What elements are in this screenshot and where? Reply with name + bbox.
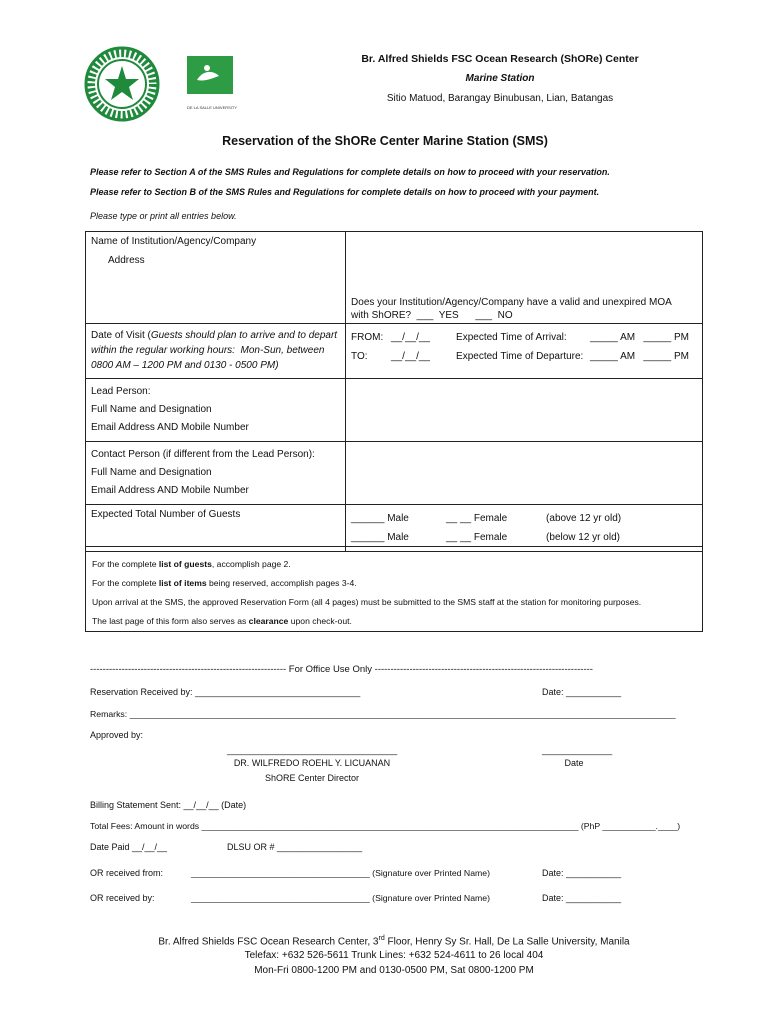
address-label: Address: [108, 255, 145, 266]
departure-time-field[interactable]: _____ AM _____ PM: [590, 351, 690, 362]
contact-person-name-label: Full Name and Designation: [91, 467, 212, 478]
reservation-form-table: [85, 231, 703, 552]
institution-input[interactable]: [346, 232, 703, 324]
footer-phone: Telefax: +632 526-5611 Trunk Lines: +632 524-4611 to 26 local 404: [244, 950, 544, 961]
guests-cell: [86, 505, 346, 552]
college-logo-sub: DE LA SALLE UNIVERSITY: [187, 105, 238, 110]
note-items: For the complete list of items being reserved, accomplish pages 3-4.: [92, 578, 357, 588]
from-date-field[interactable]: __/__/__: [391, 332, 430, 343]
moa-question-line1: Does your Institution/Agency/Company have a valid and unexpired MOA: [351, 297, 672, 308]
note-clearance: The last page of this form also serves as clearance upon check-out.: [92, 616, 352, 626]
date-of-visit-label: Date of Visit (Guests should plan to arrive and to depart within the regular working hours: Mon-Sun, between 0800 AM – 1200 PM and 0130 - 0500 PM): [91, 330, 338, 371]
or-received-from-signature[interactable]: _____________________________________ (Signature over Printed Name): [191, 868, 490, 878]
note-arrival: Upon arrival at the SMS, the approved Reservation Form (all 4 pages) must be submitted to the SMS staff at the station for monitoring purposes.: [92, 597, 642, 607]
footer-hours: Mon-Fri 0800-1200 PM and 0130-0500 PM, Sat 0800-1200 PM: [254, 965, 534, 976]
child-age-note: (below 12 yr old): [546, 532, 620, 543]
to-label: TO:: [351, 351, 368, 362]
approved-by-label: Approved by:: [90, 730, 144, 740]
lead-person-cell: [86, 379, 346, 442]
header-line-3: Sitio Matuod, Barangay Binubusan, Lian, Batangas: [386, 93, 614, 104]
reservation-received-by[interactable]: Reservation Received by: _________________________________: [90, 687, 361, 697]
approval-date-label: Date: [564, 758, 584, 768]
or-received-from-label: OR received from:: [90, 868, 164, 878]
contact-person-input[interactable]: [346, 442, 703, 505]
moa-question-line2[interactable]: with ShORE? ___ YES ___ NO: [351, 310, 513, 321]
or-received-by-label: OR received by:: [90, 893, 155, 903]
male-adult-field[interactable]: ______ Male: [351, 513, 409, 524]
date-time-cell[interactable]: [346, 324, 703, 379]
footer-address: Br. Alfred Shields FSC Ocean Research Center, 3rd Floor, Henry Sy Sr. Hall, De La Salle University, Manila: [158, 935, 630, 948]
director-title: ShORE Center Director: [264, 773, 360, 783]
note-guests: For the complete list of guests, accomplish page 2.: [92, 559, 291, 569]
contact-person-label: Contact Person (if different from the Lead Person):: [91, 449, 315, 460]
dlsu-seal-logo: [84, 46, 160, 122]
page-title: Reservation of the ShORe Center Marine Station (SMS): [222, 134, 548, 148]
lead-person-input[interactable]: [346, 379, 703, 442]
total-fees-field[interactable]: Total Fees: Amount in words ______________________________________________________________________________ (PhP ___________.____): [90, 821, 681, 831]
dlsu-or-field[interactable]: DLSU OR # _________________: [227, 842, 363, 852]
adult-age-note: (above 12 yr old): [546, 513, 622, 524]
instruction-b: Please refer to Section B of the SMS Rules and Regulations for complete details on how to proceed with your payment.: [90, 187, 600, 197]
contact-person-cell: [86, 442, 346, 505]
or-received-by-date[interactable]: Date: ___________: [542, 893, 622, 903]
or-received-from-date[interactable]: Date: ___________: [542, 868, 622, 878]
date-of-visit-cell: [86, 324, 346, 379]
male-child-field[interactable]: ______ Male: [351, 532, 409, 543]
departure-label: Expected Time of Departure:: [456, 351, 584, 362]
header-line-2: Marine Station: [465, 73, 535, 84]
director-signature-line[interactable]: __________________________________: [227, 745, 398, 755]
from-label: FROM:: [351, 332, 384, 343]
instruction-c: Please type or print all entries below.: [90, 211, 237, 221]
female-child-field[interactable]: __ __ Female: [446, 532, 508, 543]
header-line-1: Br. Alfred Shields FSC Ocean Research (ShORe) Center: [361, 53, 639, 65]
institution-cell: [86, 232, 346, 324]
arrival-time-field[interactable]: _____ AM _____ PM: [590, 332, 690, 343]
arrival-label: Expected Time of Arrival:: [456, 332, 567, 343]
billing-statement-sent[interactable]: Billing Statement Sent: __/__/__ (Date): [90, 800, 247, 810]
received-date[interactable]: Date: ___________: [542, 687, 622, 697]
remarks-field[interactable]: Remarks: _________________________________________________________________________________________________________________: [90, 709, 676, 719]
guests-input[interactable]: [346, 505, 703, 552]
to-date-field[interactable]: __/__/__: [391, 351, 430, 362]
lead-person-name-label: Full Name and Designation: [91, 404, 212, 415]
lead-person-email-label: Email Address AND Mobile Number: [91, 422, 249, 433]
female-adult-field[interactable]: __ __ Female: [446, 513, 508, 524]
notes-box: [85, 546, 703, 632]
approval-date-line[interactable]: ______________: [542, 745, 613, 755]
contact-person-email-label: Email Address AND Mobile Number: [91, 485, 249, 496]
lead-person-label: Lead Person:: [91, 386, 151, 397]
office-use-divider: -------------------------------------------------------------- For Office Use Only ---------------------------------------------------------------------: [90, 664, 593, 675]
institution-label: Name of Institution/Agency/Company: [91, 236, 257, 247]
date-paid-field[interactable]: Date Paid __/__/__: [90, 842, 168, 852]
or-received-by-signature[interactable]: _____________________________________ (Signature over Printed Name): [191, 893, 490, 903]
director-name: DR. WILFREDO ROEHL Y. LICUANAN: [233, 758, 391, 768]
instruction-a: Please refer to Section A of the SMS Rules and Regulations for complete details on how to proceed with your reservation.: [90, 167, 610, 177]
guests-label: Expected Total Number of Guests: [91, 509, 241, 520]
college-of-science-logo: [187, 56, 238, 110]
